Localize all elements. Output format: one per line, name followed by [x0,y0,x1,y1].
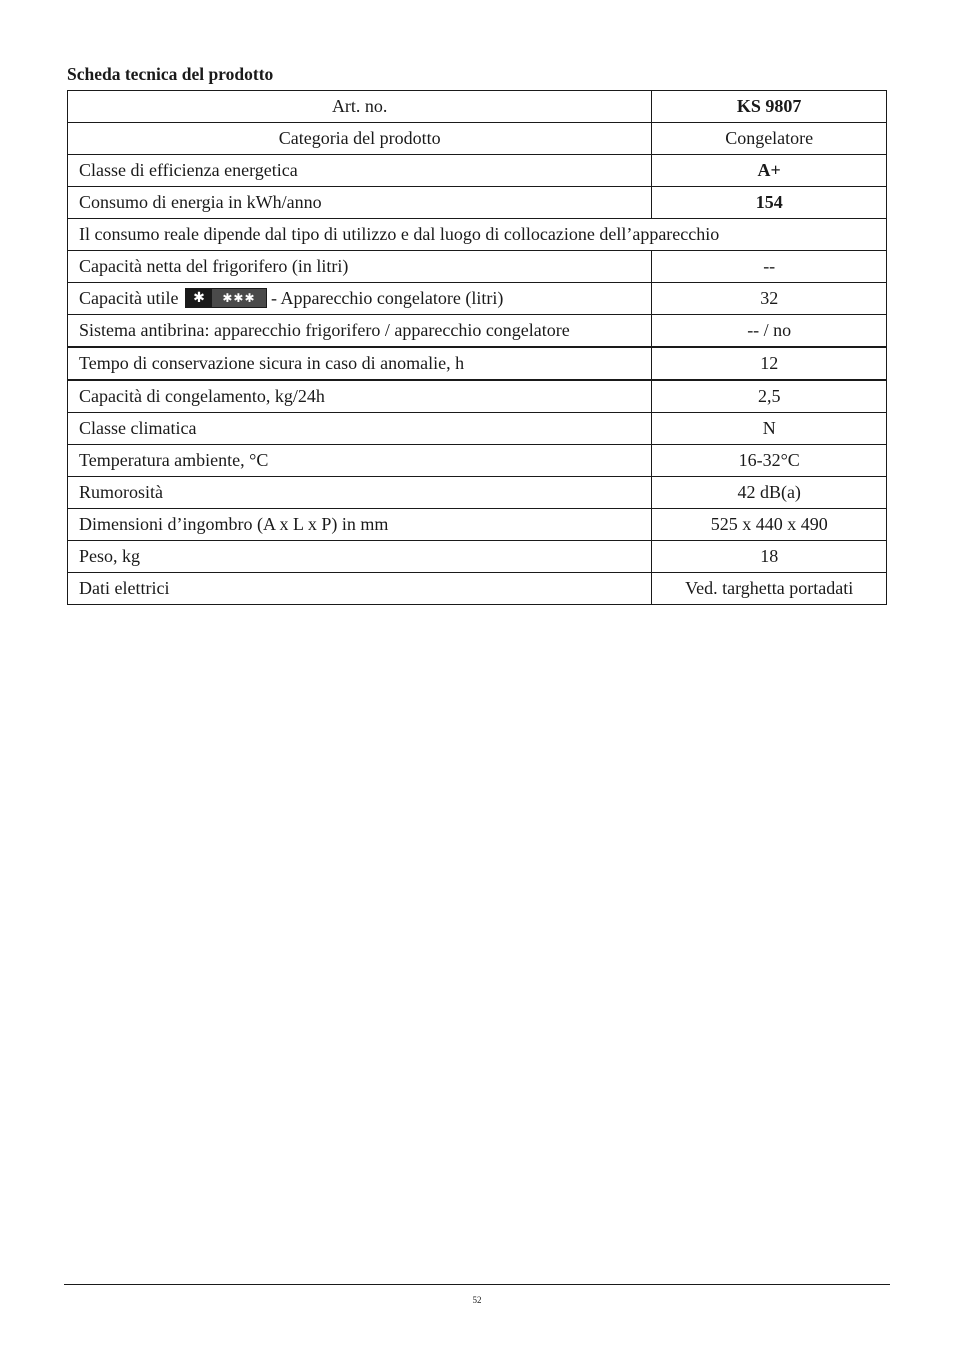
dimensions-value: 525 x 440 x 490 [652,509,887,541]
table-row [68,509,887,541]
table-row [68,315,887,348]
electrical-value: Ved. targhetta portadati [652,573,887,605]
fridge-capacity-label: Capacità netta del frigorifero (in litri) [68,251,652,283]
category-value: Congelatore [652,123,887,155]
electrical-label: Dati elettrici [68,573,652,605]
freezer-capacity-label [68,283,652,315]
table-row [68,477,887,509]
table-row [68,445,887,477]
energy-value: 154 [652,187,887,219]
freezer-capacity-label-before: Capacità utile [79,288,179,308]
storage-time-label: Tempo di conservazione sicura in caso di anomalie, h [68,347,652,380]
table-row [68,541,887,573]
table-row [68,251,887,283]
weight-value: 18 [652,541,887,573]
ambient-value: 16-32°C [652,445,887,477]
table-row [68,123,887,155]
dimensions-label: Dimensioni d’ingombro (A x L x P) in mm [68,509,652,541]
four-star-freezer-icon: ✱ ✱✱✱ [185,288,267,308]
table-row [68,155,887,187]
frost-label: Sistema antibrina: apparecchio frigorifero / apparecchio congelatore [68,315,652,348]
table-row [68,219,887,251]
table-row [68,91,887,123]
category-label: Categoria del prodotto [68,123,652,155]
weight-label: Peso, kg [68,541,652,573]
spec-table [67,90,887,605]
energy-label: Consumo di energia in kWh/anno [68,187,652,219]
table-row [68,573,887,605]
freezing-capacity-label: Capacità di congelamento, kg/24h [68,380,652,413]
table-row [68,187,887,219]
freezer-capacity-label-after: - Apparecchio congelatore (litri) [270,288,504,308]
efficiency-value: A+ [652,155,887,187]
freezer-capacity-value: 32 [652,283,887,315]
freezing-capacity-value: 2,5 [652,380,887,413]
climate-value: N [652,413,887,445]
fridge-capacity-value: -- [652,251,887,283]
table-row [68,347,887,380]
table-row [68,380,887,413]
noise-label: Rumorosità [68,477,652,509]
noise-value: 42 dB(a) [652,477,887,509]
frost-value: -- / no [652,315,887,348]
art-label: Art. no. [68,91,652,123]
footer-divider [64,1284,890,1285]
table-row [68,283,887,315]
storage-time-value: 12 [652,347,887,380]
consumption-note: Il consumo reale dipende dal tipo di utilizzo e dal luogo di collocazione dell’apparecchio [68,219,887,251]
ambient-label: Temperatura ambiente, °C [68,445,652,477]
table-row [68,413,887,445]
art-value: KS 9807 [652,91,887,123]
page-title: Scheda tecnica del prodotto [67,64,274,84]
climate-label: Classe climatica [68,413,652,445]
page-number: 52 [472,1295,482,1305]
efficiency-label: Classe di efficienza energetica [68,155,652,187]
